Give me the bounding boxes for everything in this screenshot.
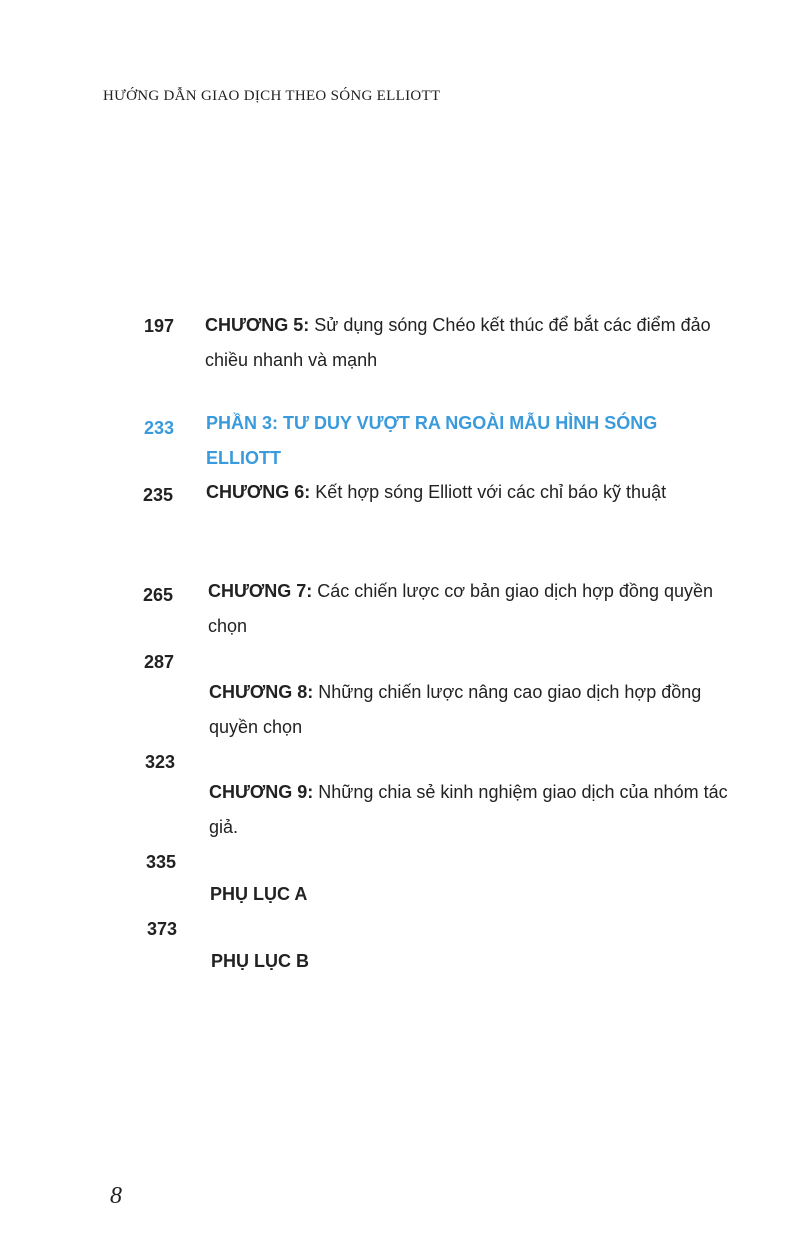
- toc-entry-label: CHƯƠNG 7:: [208, 581, 313, 601]
- toc-entry-appendix-a[interactable]: [210, 877, 730, 912]
- toc-entry-chapter-9[interactable]: [209, 775, 729, 845]
- toc-entry-chapter-8[interactable]: [209, 675, 729, 745]
- page-folio-number: 8: [110, 1183, 122, 1209]
- toc-entry-part-3[interactable]: [206, 406, 726, 476]
- toc-entry-label: PHỤ LỤC B: [211, 951, 309, 971]
- toc-page-number: 323: [145, 752, 176, 772]
- toc-entry-chapter-7[interactable]: [208, 574, 728, 644]
- running-header: HƯỚNG DẪN GIAO DỊCH THEO SÓNG ELLIOTT: [103, 88, 441, 104]
- toc-entry-label: CHƯƠNG 6:: [206, 482, 311, 502]
- toc-page-number: 335: [146, 852, 177, 872]
- toc-entry-label: PHẦN 3: TƯ DUY VƯỢT RA NGOÀI MẪU HÌNH SÓNG ELLIOTT: [206, 413, 658, 468]
- toc-page-number: 287: [144, 652, 175, 672]
- toc-entry-text: Những chia sẻ kinh nghiệm giao dịch của nhóm tác giả.: [209, 782, 728, 837]
- toc-entry-text: Những chiến lược nâng cao giao dịch hợp đồng quyền chọn: [209, 682, 702, 737]
- toc-entry-appendix-b[interactable]: [211, 944, 731, 979]
- toc-entry-label: PHỤ LỤC A: [210, 884, 308, 904]
- toc-entry-label: CHƯƠNG 9:: [209, 782, 314, 802]
- toc-entry-chapter-5[interactable]: [205, 308, 725, 378]
- toc-page-number: 233: [144, 418, 175, 438]
- toc-entry-text: Kết hợp sóng Elliott với các chỉ báo kỹ thuật: [310, 482, 667, 502]
- toc-entry-label: CHƯƠNG 8:: [209, 682, 314, 702]
- toc-page-number: 197: [144, 316, 175, 336]
- toc-page-number: 265: [143, 585, 174, 605]
- toc-page-number: 235: [143, 485, 174, 505]
- toc-entry-chapter-6[interactable]: [206, 475, 726, 510]
- toc-entry-label: CHƯƠNG 5:: [205, 315, 310, 335]
- toc-entry-text: Sử dụng sóng Chéo kết thúc để bắt các điểm đảo chiều nhanh và mạnh: [205, 315, 711, 370]
- toc-entry-text: Các chiến lược cơ bản giao dịch hợp đồng quyền chọn: [208, 581, 713, 636]
- toc-page-number: 373: [147, 919, 178, 939]
